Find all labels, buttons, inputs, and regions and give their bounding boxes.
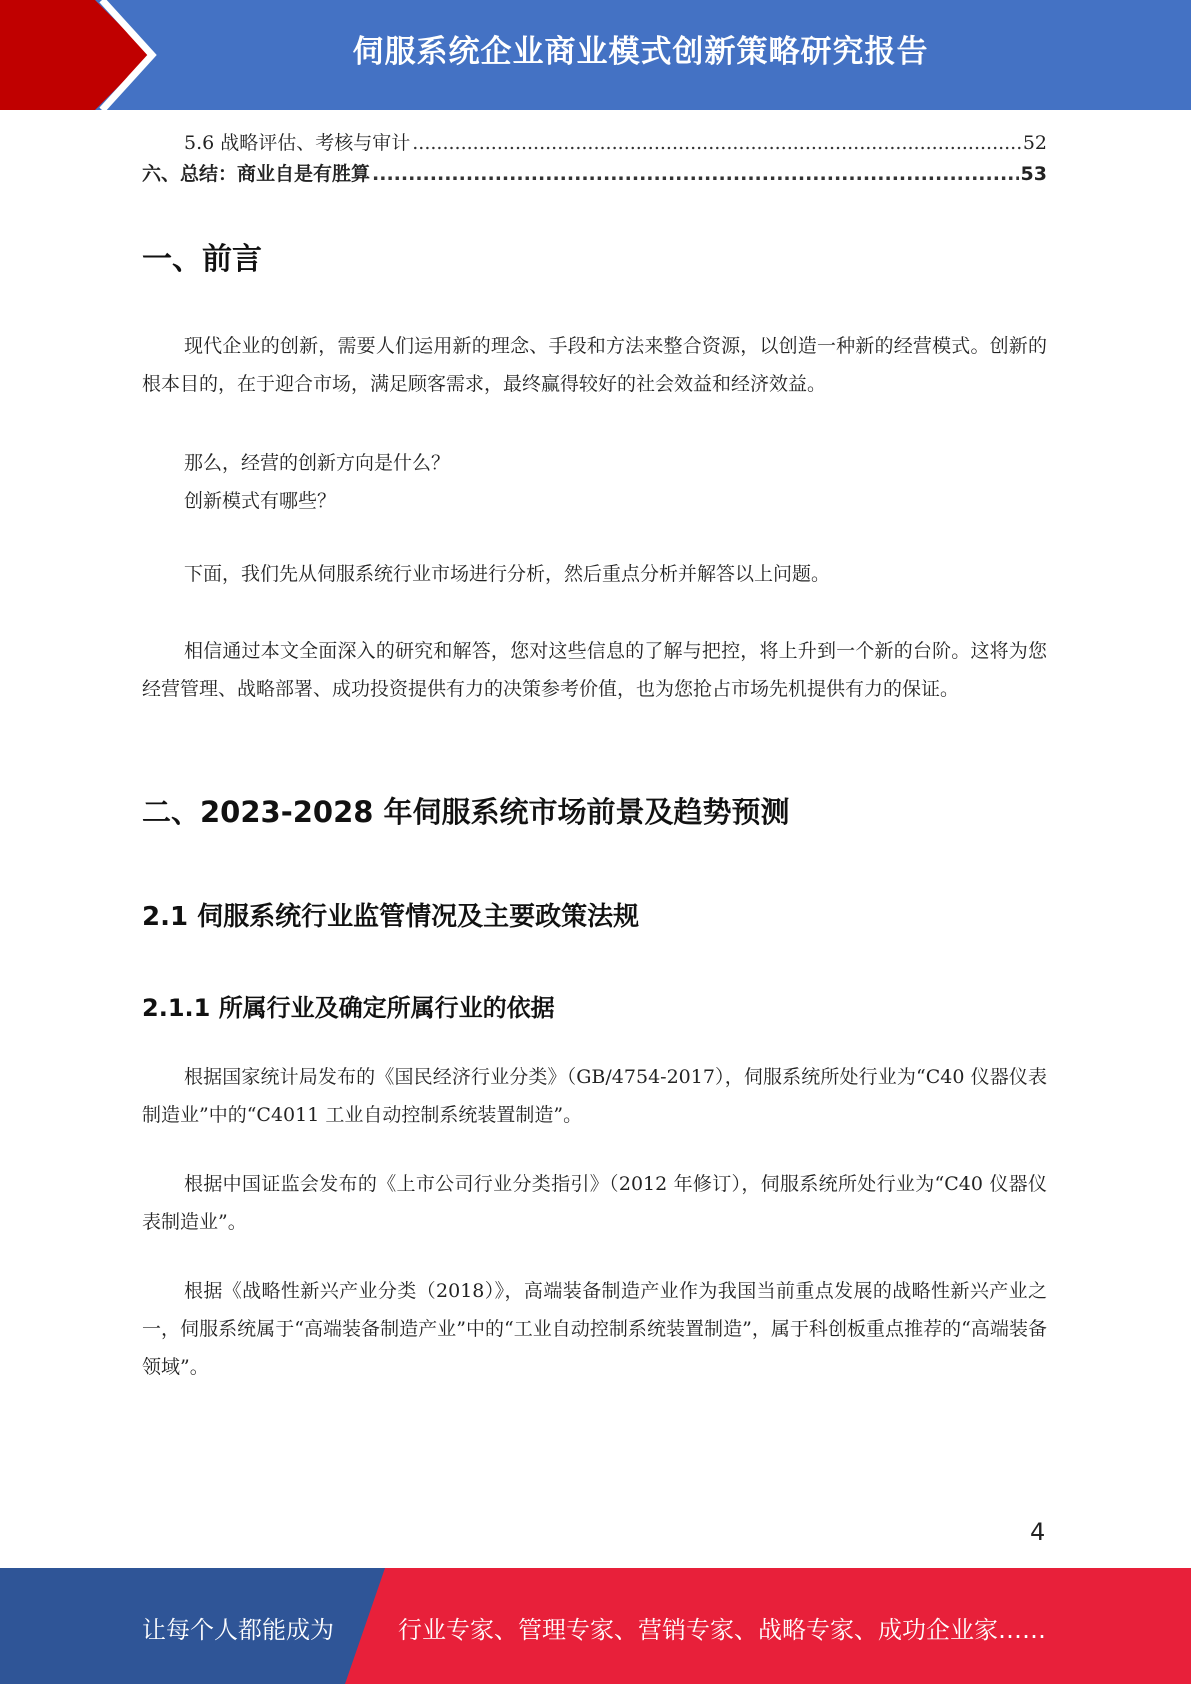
footer-slogan-left: 让每个人都能成为: [142, 1616, 334, 1644]
toc-entry[interactable]: [142, 128, 1047, 158]
paragraph: 相信通过本文全面深入的研究和解答，您对这些信息的了解与把控，将上升到一个新的台阶。这将为您经营管理、战略部署、成功投资提供有力的决策参考价值，也为您抢占市场先机提供有力的保证。: [142, 640, 1047, 700]
header-red-arrow: [0, 0, 150, 110]
section-heading-2-1: 2.1 伺服系统行业监管情况及主要政策法规: [142, 902, 640, 932]
footer-slogan-right: 行业专家、管理专家、营销专家、战略专家、成功企业家……: [398, 1616, 1046, 1644]
paragraph: 下面，我们先从伺服系统行业市场进行分析，然后重点分析并解答以上问题。: [184, 563, 831, 585]
page-header: [0, 0, 1191, 110]
toc-entry-label: 5.6 战略评估、考核与审计: [184, 132, 411, 154]
toc-entry-label: 六、总结：商业自是有胜算: [142, 163, 371, 185]
report-title: 伺服系统企业商业模式创新策略研究报告: [352, 34, 929, 70]
toc-entry-page: 53: [1020, 163, 1047, 185]
question-line: 创新模式有哪些？: [184, 490, 337, 512]
toc-entry[interactable]: [142, 159, 1047, 189]
page-footer: [0, 1568, 1191, 1684]
paragraph: 现代企业的创新，需要人们运用新的理念、手段和方法来整合资源，以创造一种新的经营模式。创新的根本目的，在于迎合市场，满足顾客需求，最终赢得较好的社会效益和经济效益。: [142, 335, 1047, 395]
section-heading-chapter-2: 二、2023-2028 年伺服系统市场前景及趋势预测: [142, 795, 790, 829]
toc-leader-dots: [372, 159, 1019, 189]
paragraph: 根据国家统计局发布的《国民经济行业分类》（GB/4754-2017），伺服系统所处行业为“C40 仪器仪表制造业”中的“C4011 工业自动控制系统装置制造”。: [142, 1066, 1047, 1126]
section-heading-2-1-1: 2.1.1 所属行业及确定所属行业的依据: [142, 994, 555, 1022]
toc-leader-dots: [412, 128, 1021, 158]
page-number: 4: [1030, 1518, 1046, 1546]
question-line: 那么，经营的创新方向是什么？: [184, 452, 451, 474]
toc-entry-page: 52: [1022, 132, 1047, 154]
paragraph: 根据《战略性新兴产业分类（2018）》，高端装备制造产业作为我国当前重点发展的战略性新兴产业之一，伺服系统属于“高端装备制造产业”中的“工业自动控制系统装置制造”，属于科创板重点推荐的“高端装备领域”。: [142, 1280, 1047, 1378]
paragraph: 根据中国证监会发布的《上市公司行业分类指引》（2012 年修订），伺服系统所处行业为“C40 仪器仪表制造业”。: [142, 1173, 1047, 1233]
section-heading-preface: 一、前言: [142, 242, 262, 277]
